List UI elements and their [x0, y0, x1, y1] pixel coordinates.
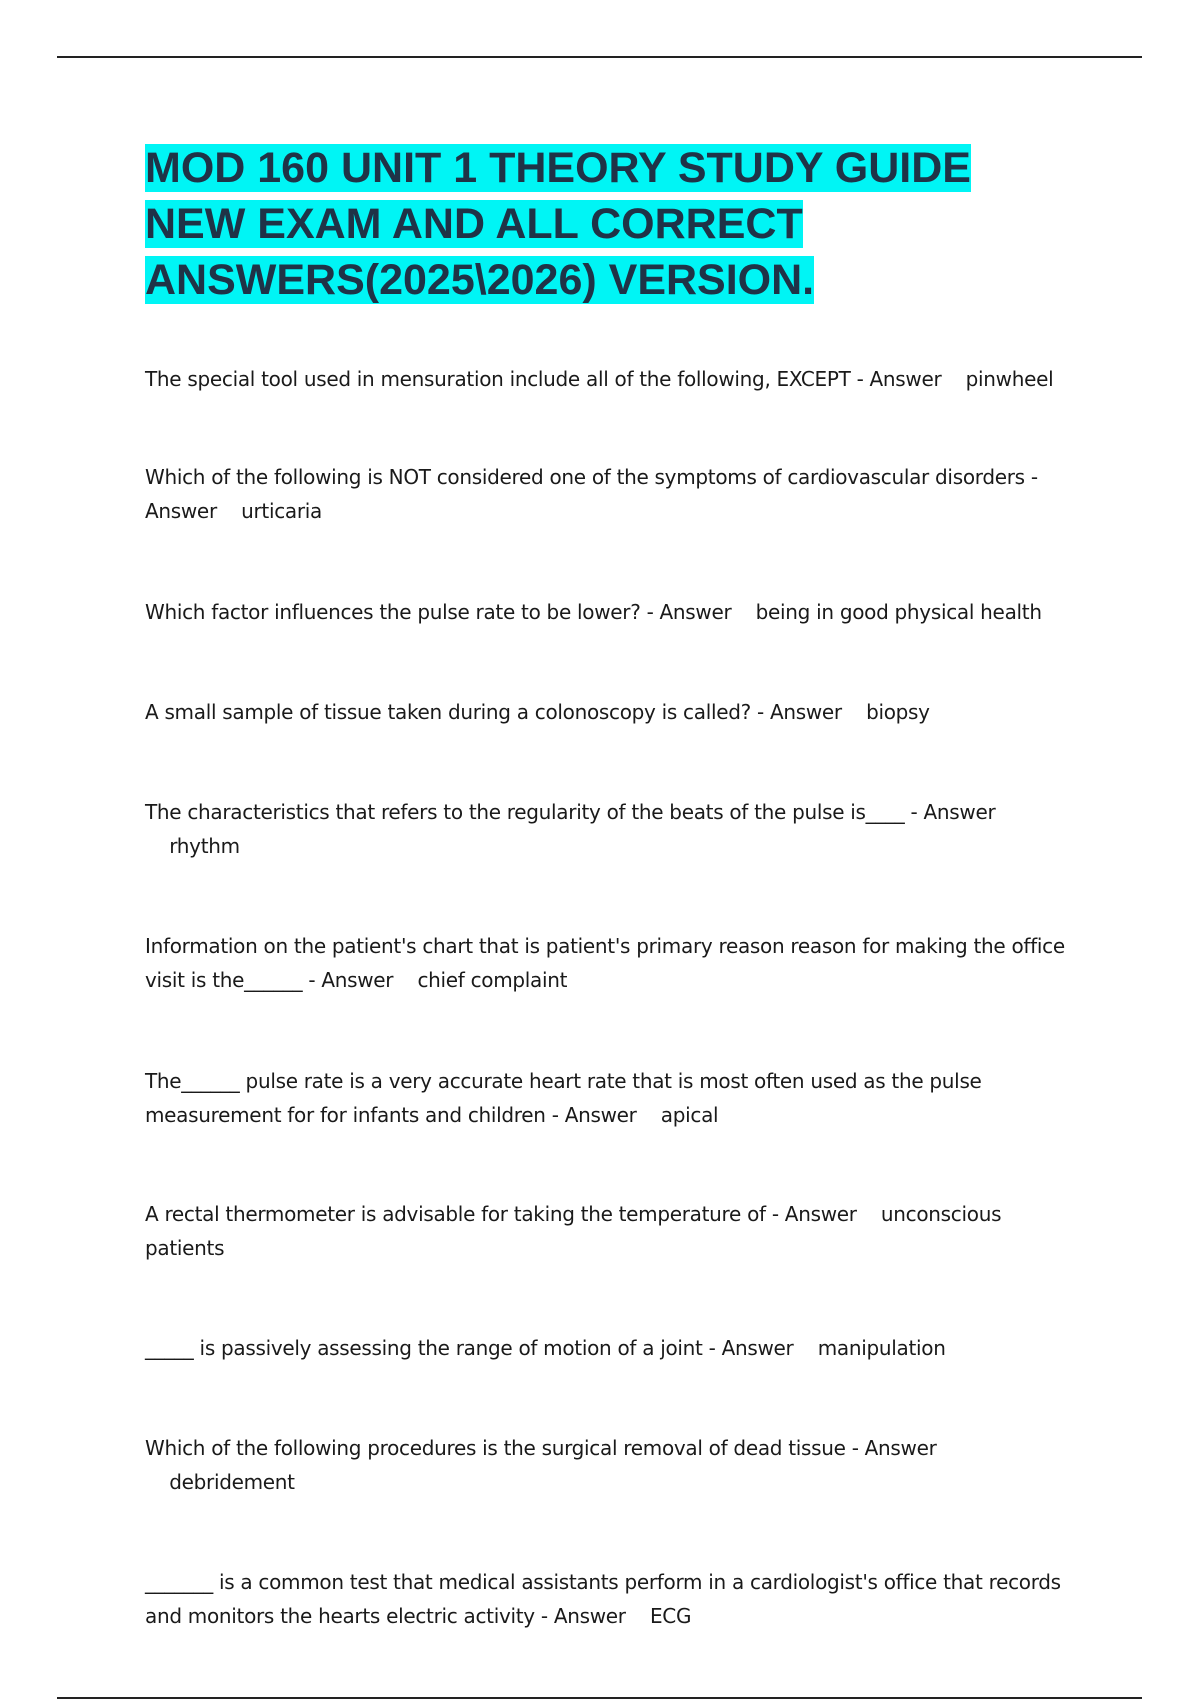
question-text: Which of the following is NOT considered one of the symptoms of cardiovascular disorders - Answer [145, 465, 1038, 523]
qa-item [145, 595, 1080, 629]
answer-text: being in good physical health [755, 600, 1042, 624]
question-text: The______ pulse rate is a very accurate heart rate that is most often used as the pulse measurement for for infants and children - Answer [145, 1069, 982, 1127]
document-page [145, 140, 1080, 308]
answer-text: unconscious patients [145, 1202, 1002, 1260]
document-title [145, 140, 1080, 308]
answer-text: manipulation [817, 1336, 946, 1360]
question-text: Which factor influences the pulse rate to be lower? - Answer [145, 600, 732, 624]
qa-item [145, 1431, 1080, 1499]
answer-text: urticaria [241, 499, 322, 523]
qa-item [145, 1565, 1080, 1633]
answer-text: pinwheel [965, 367, 1054, 391]
question-text: The special tool used in mensuration include all of the following, EXCEPT - Answer [145, 367, 942, 391]
top-rule [57, 56, 1142, 58]
question-text: Which of the following procedures is the surgical removal of dead tissue - Answer [145, 1436, 937, 1460]
answer-text: chief complaint [417, 968, 568, 992]
answer-text: debridement [169, 1470, 295, 1494]
title-highlight: MOD 160 UNIT 1 THEORY STUDY GUIDE NEW EXAM AND ALL CORRECT ANSWERS(2025\2026) VERSION. [145, 144, 971, 304]
answer-text: apical [660, 1103, 719, 1127]
qa-item [145, 1331, 1080, 1365]
bottom-rule [57, 1697, 1142, 1699]
answer-text: rhythm [169, 834, 240, 858]
qa-item [145, 929, 1080, 997]
answer-text: biopsy [866, 700, 930, 724]
question-text: A small sample of tissue taken during a colonoscopy is called? - Answer [145, 700, 842, 724]
qa-item [145, 362, 1080, 396]
question-text: _______ is a common test that medical assistants perform in a cardiologist's office that records and monitors the hearts electric activity - Answer [145, 1570, 1061, 1628]
question-text: Information on the patient's chart that is patient's primary reason reason for making the office visit is the______ - Answer [145, 934, 1065, 992]
qa-item [145, 1197, 1080, 1265]
qa-item [145, 1064, 1080, 1132]
qa-item [145, 695, 1080, 729]
qa-item [145, 795, 1080, 863]
question-text: The characteristics that refers to the regularity of the beats of the pulse is____ - Answer [145, 800, 996, 824]
question-text: _____ is passively assessing the range of motion of a joint - Answer [145, 1336, 794, 1360]
question-text: A rectal thermometer is advisable for taking the temperature of - Answer [145, 1202, 857, 1226]
answer-text: ECG [649, 1604, 692, 1628]
qa-item [145, 460, 1080, 528]
